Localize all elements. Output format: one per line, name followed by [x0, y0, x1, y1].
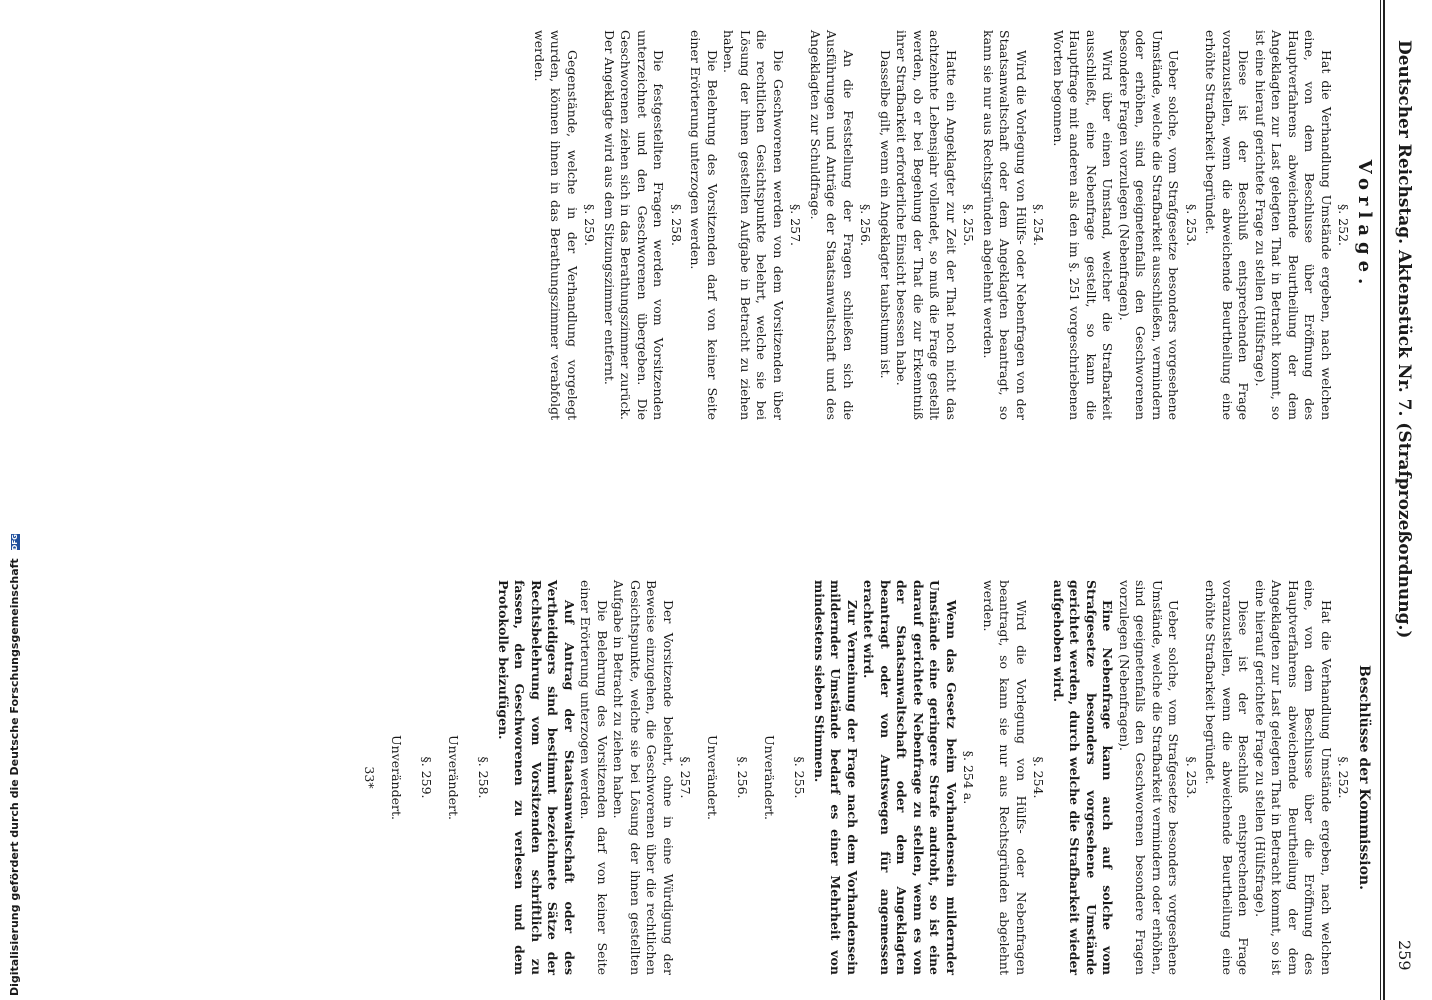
section-number: §. 258. — [669, 203, 684, 247]
unchanged-note: Unverändert. — [705, 735, 720, 820]
section-number: §. 255. — [792, 756, 808, 799]
paragraph: Wird die Vorlegung von Hülfs- oder Nebenfragen beantragt, so kann sie nur aus Rechtsgründen abgelehnt werden. — [981, 580, 1029, 975]
paragraph: Die festgestellten Fragen werden vom Vorsitzenden unterzeichnet und den Geschworenen übergeben. Die Geschworenen ziehen sich in das Berathungszimmer zurück. Der Angeklagte wird aus dem Sitzungszimmer entfernt. — [602, 30, 667, 420]
section-number: §. 258. — [476, 756, 492, 799]
paragraph: Die Belehrung des Vorsitzenden darf von keiner Seite einer Erörterung unterzogen werden. — [578, 580, 610, 975]
paragraph-amended: Wenn das Gesetz beim Vorhandensein mildernder Umstände eine geringere Strafe androht, so ist eine darauf gerichtete Nebenfrage zu stellen, wenn es von der Staatsanwaltschaft oder dem Angeklagten beantragt oder von Amtswegen für angemessen erachtet wird. — [861, 580, 959, 975]
header-journal: Deutscher Reichstag. Aktenstück Nr. 7. (Strafprozeßordnung.) — [1394, 40, 1414, 639]
paragraph: Hat die Verhandlung Umstände ergeben, nach welchen eine, von dem Beschlusse über Eröffnung des Hauptverfahrens abweichende Beurtheilung der dem Angeklagten zur Last gelegten That in Betracht kommt, so ist eine hierauf gerichtete Frage zu stellen (Hülfsfrage). — [1253, 30, 1334, 420]
paragraph: Hat die Verhandlung Umstände ergeben, nach welchen eine, von dem Beschlusse über die Eröffnung des Hauptverfahrens abweichende Beurtheilung der dem Angeklagten zur Last gelegten That in Betracht kommt, so ist eine hierauf gerichtete Frage zu stellen (Hülfsfrage). — [1253, 580, 1334, 975]
paragraph: Ueber solche, vom Strafgesetze besonders vorgesehene Umstände, welche die Strafbarkeit vermindern oder erhöhen, sind geeignetenfalls den Geschworenen besondere Fragen vorzulegen (Nebenfragen). — [1117, 580, 1182, 975]
paragraph: Die Geschworenen werden von dem Vorsitzenden über die rechtlichen Gesichtspunkte belehrt, welche sie bei Lösung der ihnen gestellten Aufgabe in Betracht zu ziehen haben. — [721, 30, 786, 420]
credit-text: Digitalisierung gefördert durch die Deutsche Forschungsgemeinschaft — [8, 558, 21, 996]
section-number: §. 259. — [419, 756, 435, 799]
section-number: §. 253. — [1184, 203, 1199, 247]
paragraph: Wird die Vorlegung von Hülfs- oder Nebenfragen von der Staatsanwaltschaft oder dem Angeklagten beantragt, so kann sie nur aus Rechtsgründen abgelehnt werden. — [981, 30, 1029, 420]
paragraph: Gegenstände, welche in der Verhandlung vorgelegt wurden, können ihnen in das Berathungszimmer verabfolgt werden. — [532, 30, 580, 420]
footer-mark: 33* — [362, 766, 378, 789]
paragraph: An die Feststellung der Fragen schließen sich die Ausführungen und Anträge der Staatsanwaltschaft und des Angeklagten zur Schuldfrage. — [808, 30, 856, 420]
header-rule-thin — [1380, 0, 1381, 1000]
paragraph: Die Belehrung des Vorsitzenden darf von keiner Seite einer Erörterung unterzogen werden. — [688, 30, 720, 420]
section-number: §. 254. — [1031, 203, 1047, 247]
paragraph: Der Vorsitzende belehrt, ohne in eine Würdigung der Beweise einzugehen, die Geschworenen über die rechtlichen Gesichtspunkte, welche sie bei Lösung der ihnen gestellten Aufgabe in Betracht zu ziehen haben. — [611, 580, 676, 975]
paragraph: Wird über einen Umstand, welcher die Strafbarkeit ausschließt, eine Nebenfrage gestellt, so kann die Hauptfrage mit anderen als den im §. 251 vorgeschriebenen Worten begonnen. — [1051, 30, 1116, 420]
section-number: §. 254. — [1031, 756, 1047, 799]
paragraph: Diese ist der Beschluß entsprechenden Frage voranzustellen, wenn die abweichende Beurtheilung eine erhöhte Strafbarkeit begründet. — [1203, 30, 1252, 420]
section-number: §. 252. — [1336, 756, 1352, 799]
paragraph-amended: Auf Antrag der Staatsanwaltschaft oder des Vertheidigers sind bestimmt bezeichnete Sätze der Rechtsbelehrung vom Vorsitzenden schriftlich zu fassen, den Geschworenen zu verlesen und dem Protokolle beizufügen. — [496, 580, 577, 975]
section-number: §. 253. — [1184, 756, 1199, 799]
paragraph-amended: Eine Nebenfrage kann auch auf solche vom Strafgesetze besonders vorgesehene Umstände gerichtet werden, durch welche die Strafbarkeit wieder aufgehoben wird. — [1051, 580, 1116, 975]
paragraph: Ueber solche, vom Strafgesetze besonders vorgesehene Umstände, welche die Strafbarkeit ausschließen, vermindern oder erhöhen, sind geeignetenfalls den Geschworenen besondere Fragen vorzulegen (Nebenfragen). — [1117, 30, 1182, 420]
paragraph: Hatte ein Angeklagter zur Zeit der That noch nicht das achtzehnte Lebensjahr vollendet, so muß die Frage gestellt werden, ob er bei Begehung der That die zur Erkenntniß ihrer Strafbarkeit erforderliche Einsicht besessen habe. — [894, 30, 959, 420]
section-number: §. 257. — [678, 756, 694, 799]
paragraph-amended: Zur Verneinung der Frage nach dem Vorhandensein mildernder Umstände bedarf es einer Mehrheit von mindestens sieben Stimmen. — [812, 580, 860, 975]
section-number: §. 255. — [961, 203, 977, 247]
section-number: §. 256. — [858, 203, 874, 247]
section-number: §. 254 a. — [961, 750, 977, 805]
section-number: §. 257. — [788, 203, 804, 247]
column-heading: Vorlage. — [1354, 159, 1375, 291]
header-rule — [1383, 0, 1385, 1000]
section-number: §. 259. — [582, 203, 598, 247]
paragraph: Dasselbe gilt, wenn ein Angeklagter taubstumm ist. — [878, 50, 893, 379]
page-number: 259 — [1395, 940, 1414, 971]
section-number: §. 256. — [735, 756, 751, 799]
digitization-credit — [1, 376, 23, 996]
unchanged-note: Unverändert. — [762, 735, 777, 820]
paragraph: Diese ist der Beschluß entsprechenden Frage voranzustellen, wenn die abweichende Beurtheilung eine erhöhte Strafbarkeit begründet. — [1203, 580, 1252, 975]
right-column-kommission — [360, 580, 1372, 975]
column-heading: Beschlüsse der Kommission. — [1356, 665, 1372, 890]
unchanged-note: Unverändert. — [389, 735, 404, 820]
dfg-logo-icon: DFG — [10, 534, 19, 551]
section-number: §. 252. — [1336, 203, 1352, 247]
left-column-vorlage — [531, 30, 1373, 420]
unchanged-note: Unverändert. — [446, 735, 461, 820]
